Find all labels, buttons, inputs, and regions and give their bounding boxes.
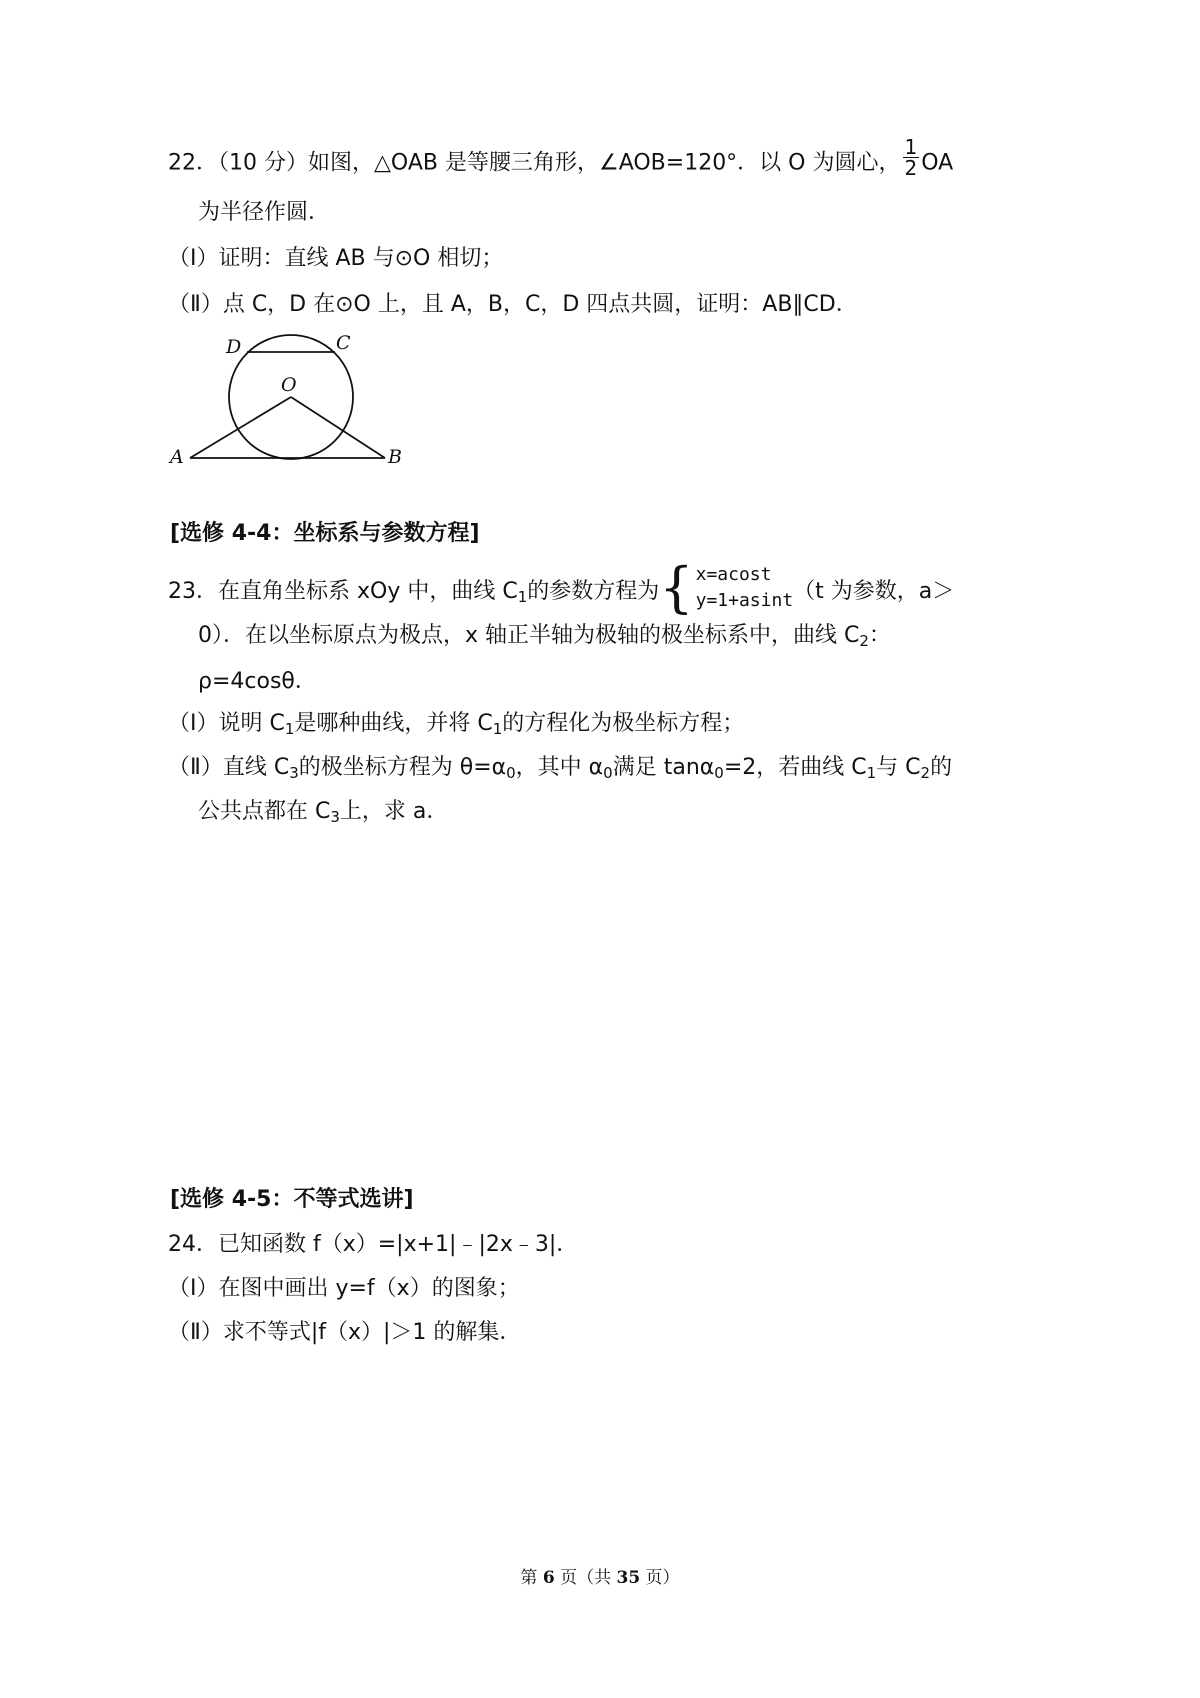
q22-stem: 22．（10 分）如图，△OAB 是等腰三角形，∠AOB=120°．以 O 为圆心，: [168, 150, 901, 176]
q24-line1: 24．已知函数 f（x）=|x+1|﹣|2x﹣3|．: [168, 1232, 579, 1257]
q23-part2-line2: [198, 797, 448, 832]
alpha-subscript: 0: [506, 764, 516, 782]
half-fraction: [903, 137, 920, 178]
q23-part2-line2-b: 上，求 a．: [339, 799, 449, 824]
label-c: C: [336, 332, 351, 354]
section-heading-4-5: [选修 4-5：不等式选讲]: [170, 1187, 414, 1212]
alpha-subscript: 0: [714, 764, 724, 782]
footer-total-pages: 35: [616, 1568, 641, 1588]
q23-part2-a: （Ⅱ）直线 C: [168, 755, 290, 780]
q23-line2-text: 0）．在以坐标原点为极点，x 轴正半轴为极轴的极坐标系中，曲线 C: [198, 623, 860, 648]
q23-part2-line2-a: 公共点都在 C: [198, 799, 331, 824]
c1-subscript: 1: [517, 588, 528, 606]
q23-part2-d: 满足 tanα: [612, 755, 715, 780]
equation-y: y=1+asint: [695, 590, 794, 611]
footer-mid: 页（共: [554, 1568, 617, 1588]
c2-subscript: 2: [920, 764, 931, 782]
c1-subscript: 1: [866, 764, 877, 782]
label-d: D: [226, 336, 242, 358]
q23-line3: ρ=4cosθ．: [198, 669, 317, 694]
q23-stem-c: （t 为参数，a＞: [793, 579, 955, 604]
q23-stem-a: 23．在直角坐标系 xOy 中，曲线 C: [168, 579, 518, 604]
q23-stem-b: 的参数方程为: [527, 579, 660, 604]
q22-part2: （Ⅱ）点 C，D 在⊙O 上，且 A，B，C，D 四点共圆，证明：AB∥CD．: [168, 292, 858, 317]
q23-line2-colon: ：: [868, 623, 891, 648]
page-footer: [0, 1563, 1200, 1588]
label-b: B: [388, 446, 402, 468]
footer-pre: 第: [520, 1568, 543, 1588]
segment-ob: [291, 397, 385, 458]
section-heading-4-4: [选修 4-4：坐标系与参数方程]: [170, 521, 480, 546]
footer-post: 页）: [640, 1568, 680, 1588]
q23-part2-e: =2，若曲线 C: [723, 755, 867, 780]
q23-part1-b: 是哪种曲线，并将 C: [294, 711, 493, 736]
q22-figure: [160, 325, 420, 475]
c2-subscript: 2: [859, 632, 869, 650]
q23-part2-f: 与 C: [876, 755, 921, 780]
q23-part2-c: ，其中 α: [515, 755, 604, 780]
q22-part1: （Ⅰ）证明：直线 AB 与⊙O 相切；: [168, 246, 504, 271]
footer-page-number: 6: [542, 1568, 555, 1588]
q23-part1: [168, 709, 744, 744]
q23-part2-g: 的: [930, 755, 953, 780]
q23-line2: [198, 621, 891, 656]
c3-subscript: 3: [289, 764, 299, 782]
c3-subscript: 3: [330, 808, 340, 826]
q23-part2: [168, 753, 952, 788]
q24-part1: （Ⅰ）在图中画出 y=f（x）的图象；: [168, 1276, 520, 1301]
c1-subscript: 1: [284, 720, 295, 738]
q23-part1-c: 的方程化为极坐标方程；: [502, 711, 745, 736]
equation-x: x=acost: [695, 564, 772, 585]
q22-line1: [168, 135, 954, 184]
label-a: A: [170, 446, 184, 468]
q23-line1: [168, 556, 955, 619]
parametric-system: [659, 556, 794, 619]
q22-line2: 为半径作圆．: [198, 200, 331, 225]
c1-subscript: 1: [492, 720, 503, 738]
alpha-subscript: 0: [603, 764, 613, 782]
label-o: O: [281, 374, 297, 396]
fraction-numerator: 1: [904, 135, 918, 159]
q23-part1-a: （Ⅰ）说明 C: [168, 711, 285, 736]
q23-part2-b: 的极坐标方程为 θ=α: [298, 755, 507, 780]
fraction-denominator: 2: [904, 156, 918, 180]
q24-part2: （Ⅱ）求不等式|f（x）|＞1 的解集．: [168, 1320, 522, 1345]
q22-oa: OA: [921, 150, 954, 176]
segment-oa: [190, 397, 291, 458]
left-brace: {: [659, 556, 694, 619]
